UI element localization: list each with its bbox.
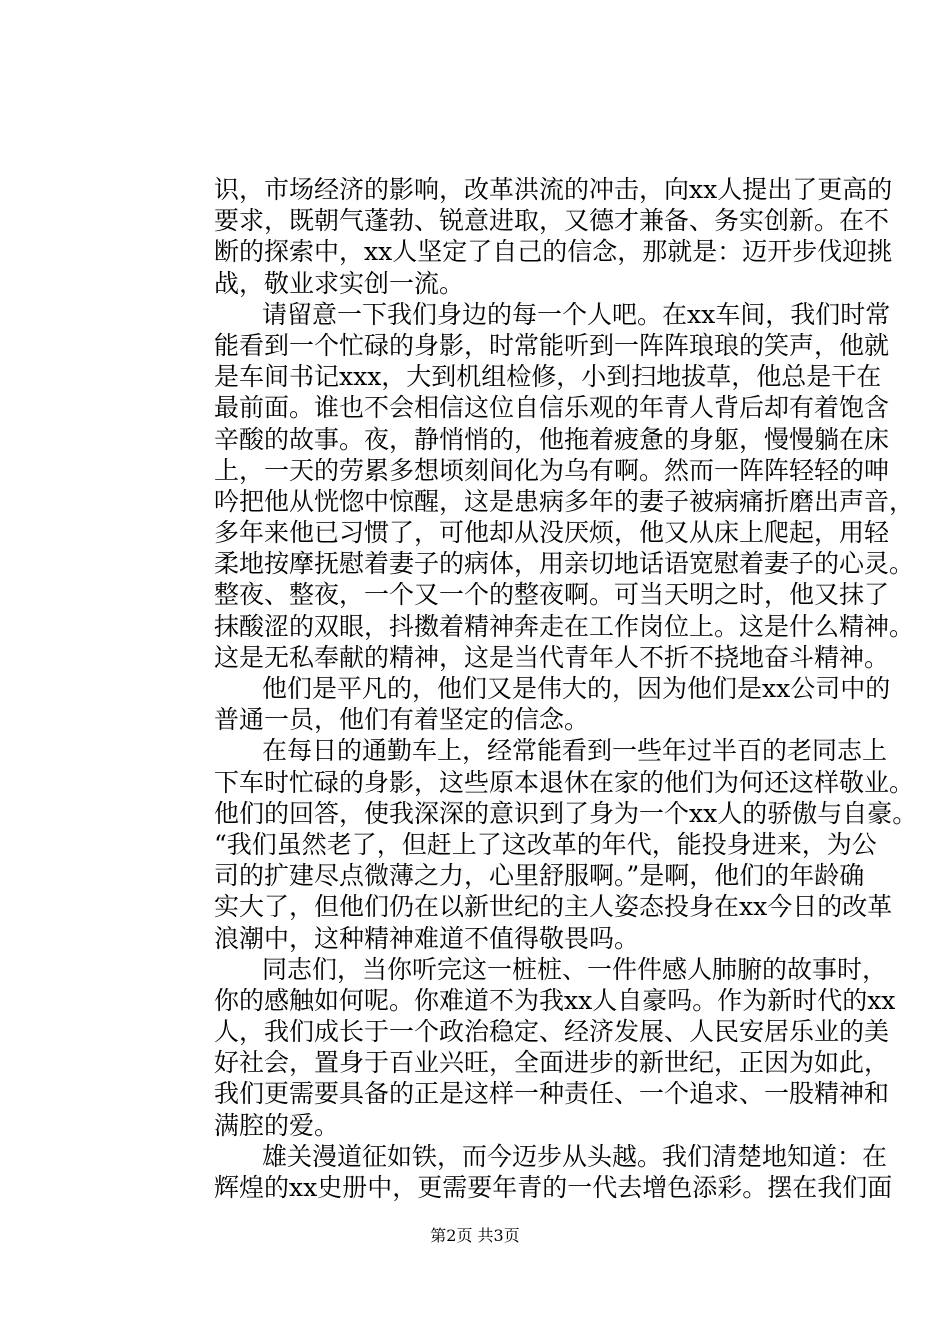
text-line: 好社会，置身于百业兴旺，全面进步的新世纪，正因为如此，	[214, 1048, 890, 1078]
text-line: 实大了，但他们仍在以新世纪的主人姿态投身在xx今日的改革	[214, 892, 893, 922]
text-line: 多年来他已习惯了，可他却从没厌烦，他又从床上爬起，用轻	[214, 518, 890, 548]
paragraph	[214, 174, 893, 299]
text-line: 上，一天的劳累多想顷刻间化为乌有啊。然而一阵阵轻轻的呻	[214, 455, 890, 485]
text-line: 吟把他从恍惚中惊醒，这是患病多年的妻子被病痛折磨出声音，	[214, 486, 915, 516]
paragraph	[214, 299, 915, 673]
text-line: 最前面。谁也不会相信这位自信乐观的年青人背后却有着饱含	[214, 393, 890, 423]
text-line: 这是无私奉献的精神，这是当代青年人不折不挠地奋斗精神。	[214, 642, 890, 672]
text-line: 整夜、整夜，一个又一个的整夜啊。可当天明之时，他又抹了	[214, 580, 890, 610]
text-line: 在每日的通勤车上，经常能看到一些年过半百的老同志上	[262, 736, 888, 766]
text-line: 你的感触如何呢。你难道不为我xx人自豪吗。作为新时代的xx	[214, 985, 896, 1015]
text-line: 他们的回答，使我深深的意识到了身为一个xx人的骄傲与自豪。	[214, 798, 918, 828]
text-line: 抹酸涩的双眼，抖擞着精神奔走在工作岗位上。这是什么精神。	[214, 611, 915, 641]
text-line: 请留意一下我们身边的每一个人吧。在xx车间，我们时常	[262, 299, 891, 329]
page-footer	[0, 1226, 950, 1246]
text-line: 浪潮中，这种精神难道不值得敬畏吗。	[214, 923, 640, 953]
text-line: 人，我们成长于一个政治稳定、经济发展、人民安居乐业的美	[214, 1017, 890, 1047]
text-line: 识，市场经济的影响，改革洪流的冲击，向xx人提出了更高的	[214, 175, 893, 204]
paragraph	[214, 954, 896, 1141]
text-line: 断的探索中，xx人坚定了自己的信念，那就是：迈开步伐迎挑	[214, 237, 893, 267]
text-line: “我们虽然老了，但赶上了这改革的年代，能投身进来，为公	[214, 829, 877, 859]
text-line: 下车时忙碌的身影，这些原本退休在家的他们为何还这样敬业。	[214, 767, 915, 797]
text-line: 雄关漫道征如铁，而今迈步从头越。我们清楚地知道：在	[262, 1141, 888, 1171]
text-line: 能看到一个忙碌的身影，时常能听到一阵阵琅琅的笑声，他就	[214, 330, 890, 360]
paragraph	[214, 735, 918, 953]
text-line: 战，敬业求实创一流。	[214, 268, 465, 298]
paragraph	[214, 1141, 893, 1203]
text-line: 柔地按摩抚慰着妻子的病体，用亲切地话语宽慰着妻子的心灵。	[214, 549, 915, 579]
paragraph	[214, 673, 891, 735]
document-body	[214, 174, 918, 1203]
text-line: 满腔的爱。	[214, 1110, 340, 1140]
text-line: 辉煌的xx史册中，更需要年青的一代去增色添彩。摆在我们面	[214, 1173, 893, 1202]
text-line: 同志们，当你听完这一桩桩、一件件感人肺腑的故事时，	[262, 954, 888, 984]
text-line: 普通一员，他们有着坚定的信念。	[214, 705, 590, 735]
text-line: 是车间书记xxx，大到机组检修，小到扫地拔草，他总是干在	[214, 362, 882, 392]
text-line: 司的扩建尽点微薄之力，心里舒服啊。”是啊，他们的年龄确	[214, 861, 865, 891]
text-line: 我们更需要具备的正是这样一种责任、一个追求、一股精神和	[214, 1079, 890, 1109]
page-number: 第2页 共3页	[430, 1226, 520, 1245]
text-line: 要求，既朝气蓬勃、锐意进取，又德才兼备、务实创新。在不	[214, 206, 890, 236]
text-line: 他们是平凡的，他们又是伟大的，因为他们是xx公司中的	[262, 674, 891, 703]
text-line: 辛酸的故事。夜，静悄悄的，他拖着疲惫的身躯，慢慢躺在床	[214, 424, 890, 454]
